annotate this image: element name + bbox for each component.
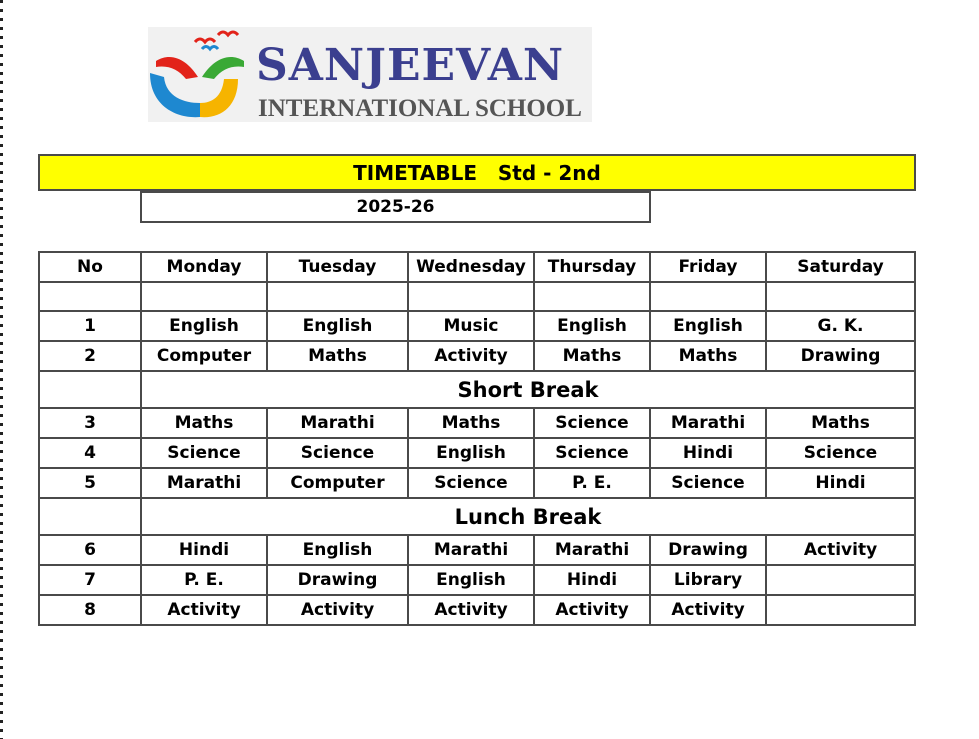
header-no: No bbox=[39, 252, 141, 282]
header-wednesday: Wednesday bbox=[408, 252, 534, 282]
blank-cell bbox=[766, 282, 915, 311]
period-number: 6 bbox=[39, 535, 141, 565]
header-row bbox=[39, 252, 915, 282]
subject-cell: Marathi bbox=[408, 535, 534, 565]
period-number: 4 bbox=[39, 438, 141, 468]
logo-school-subtitle: INTERNATIONAL SCHOOL bbox=[258, 95, 582, 122]
subject-cell: English bbox=[534, 311, 650, 341]
subject-cell: Marathi bbox=[650, 408, 766, 438]
blank-cell bbox=[408, 282, 534, 311]
period-row bbox=[39, 565, 915, 595]
subject-cell: English bbox=[408, 565, 534, 595]
subject-cell: Science bbox=[766, 438, 915, 468]
period-row bbox=[39, 468, 915, 498]
subject-cell: Computer bbox=[141, 341, 267, 371]
blank-cell bbox=[39, 282, 141, 311]
subject-cell: Hindi bbox=[534, 565, 650, 595]
subject-cell: Hindi bbox=[141, 535, 267, 565]
logo-school-name: SANJEEVAN bbox=[256, 40, 565, 91]
period-row bbox=[39, 595, 915, 625]
subject-cell: Maths bbox=[141, 408, 267, 438]
break-number-cell bbox=[39, 498, 141, 535]
subject-cell: Activity bbox=[408, 341, 534, 371]
subject-cell: English bbox=[408, 438, 534, 468]
subject-cell: Activity bbox=[650, 595, 766, 625]
subject-cell: English bbox=[650, 311, 766, 341]
header-saturday: Saturday bbox=[766, 252, 915, 282]
lunch-break-row bbox=[39, 498, 915, 535]
subject-cell: Activity bbox=[408, 595, 534, 625]
break-number-cell bbox=[39, 371, 141, 408]
subject-cell: English bbox=[141, 311, 267, 341]
timetable-grid bbox=[38, 251, 916, 626]
subject-cell: Activity bbox=[766, 535, 915, 565]
subject-cell bbox=[766, 595, 915, 625]
blank-cell bbox=[534, 282, 650, 311]
subject-cell: Science bbox=[534, 408, 650, 438]
subject-cell: P. E. bbox=[534, 468, 650, 498]
subject-cell: Drawing bbox=[267, 565, 408, 595]
subject-cell: Maths bbox=[534, 341, 650, 371]
subject-cell: Maths bbox=[650, 341, 766, 371]
blank-cell bbox=[267, 282, 408, 311]
period-number: 8 bbox=[39, 595, 141, 625]
subject-cell: Science bbox=[650, 468, 766, 498]
subject-cell: Science bbox=[141, 438, 267, 468]
subject-cell: Drawing bbox=[766, 341, 915, 371]
sheet-left-edge bbox=[0, 0, 3, 739]
subject-cell: Activity bbox=[267, 595, 408, 625]
subject-cell: Marathi bbox=[141, 468, 267, 498]
subject-cell bbox=[766, 565, 915, 595]
period-number: 1 bbox=[39, 311, 141, 341]
subject-cell: Maths bbox=[267, 341, 408, 371]
header-friday: Friday bbox=[650, 252, 766, 282]
period-row bbox=[39, 311, 915, 341]
period-row bbox=[39, 408, 915, 438]
subject-cell: Music bbox=[408, 311, 534, 341]
subject-cell: English bbox=[267, 535, 408, 565]
subject-cell: Marathi bbox=[534, 535, 650, 565]
period-row bbox=[39, 535, 915, 565]
subject-cell: Library bbox=[650, 565, 766, 595]
subject-cell: Science bbox=[534, 438, 650, 468]
header-monday: Monday bbox=[141, 252, 267, 282]
subject-cell: G. K. bbox=[766, 311, 915, 341]
subject-cell: P. E. bbox=[141, 565, 267, 595]
period-number: 2 bbox=[39, 341, 141, 371]
header-thursday: Thursday bbox=[534, 252, 650, 282]
period-number: 7 bbox=[39, 565, 141, 595]
subject-cell: English bbox=[267, 311, 408, 341]
subject-cell: Drawing bbox=[650, 535, 766, 565]
short-break-label: Short Break bbox=[141, 371, 915, 408]
subject-cell: Maths bbox=[408, 408, 534, 438]
subject-cell: Hindi bbox=[766, 468, 915, 498]
timetable-title: TIMETABLE Std - 2nd bbox=[38, 154, 916, 191]
blank-row bbox=[39, 282, 915, 311]
subject-cell: Activity bbox=[534, 595, 650, 625]
blank-cell bbox=[650, 282, 766, 311]
subject-cell: Maths bbox=[766, 408, 915, 438]
academic-year: 2025-26 bbox=[140, 191, 651, 223]
short-break-row bbox=[39, 371, 915, 408]
period-number: 3 bbox=[39, 408, 141, 438]
subject-cell: Hindi bbox=[650, 438, 766, 468]
lunch-break-label: Lunch Break bbox=[141, 498, 915, 535]
school-logo bbox=[148, 27, 592, 122]
subject-cell: Activity bbox=[141, 595, 267, 625]
blank-cell bbox=[141, 282, 267, 311]
logo-emblem-icon bbox=[148, 27, 256, 122]
subject-cell: Science bbox=[267, 438, 408, 468]
subject-cell: Computer bbox=[267, 468, 408, 498]
subject-cell: Marathi bbox=[267, 408, 408, 438]
period-row bbox=[39, 438, 915, 468]
subject-cell: Science bbox=[408, 468, 534, 498]
period-row bbox=[39, 341, 915, 371]
header-tuesday: Tuesday bbox=[267, 252, 408, 282]
period-number: 5 bbox=[39, 468, 141, 498]
